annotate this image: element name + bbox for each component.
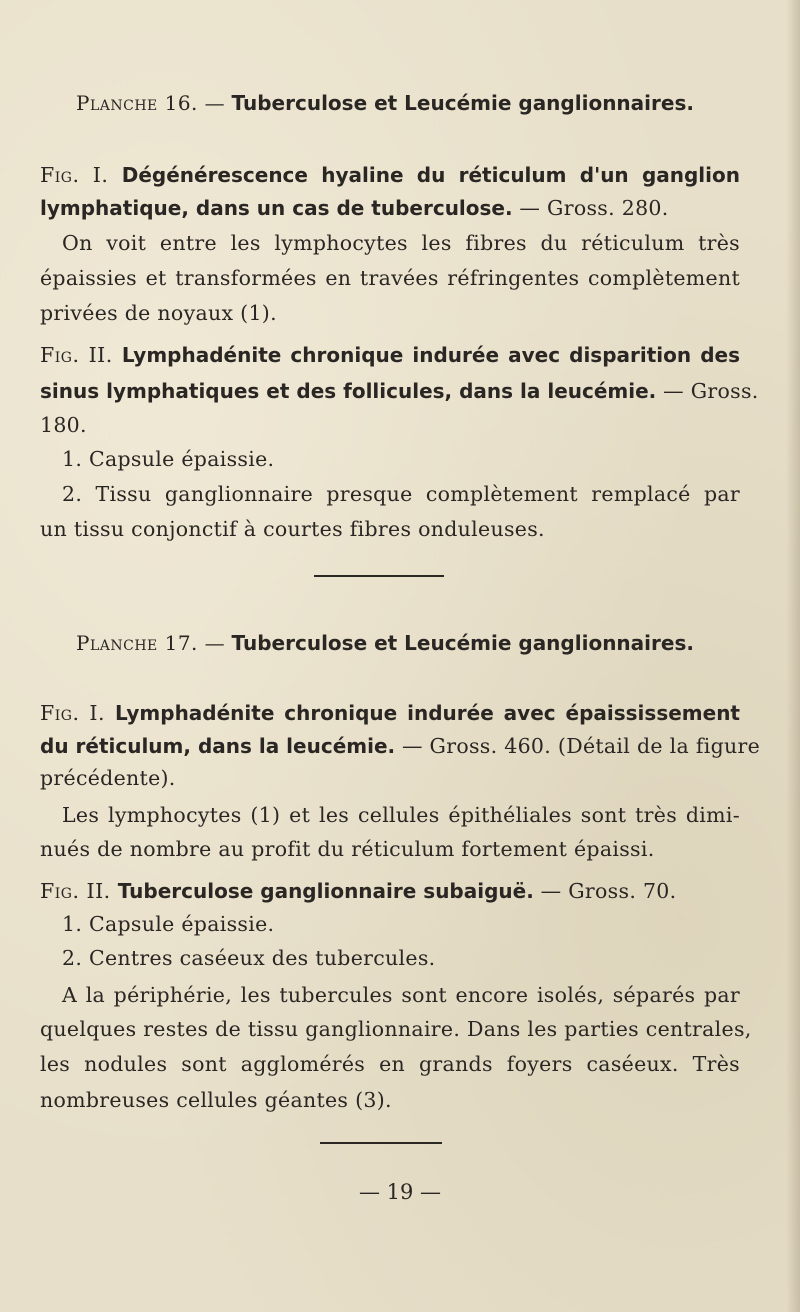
section-divider [314,575,444,577]
p16-fig2-title-line1: Fig. II. Lymphadénite chronique indurée avec disparition des [40,343,740,367]
planche17-dash: — [197,631,232,655]
p16-fig1-text-line1: On voit entre les lymphocytes les fibres du réticulum très [62,231,740,255]
p16-fig2-item2-line2: un tissu conjonctif à courtes fibres onduleuses. [40,517,545,541]
p16-fig1-title-line1: Fig. I. Dégénérescence hyaline du réticulum d'un ganglion [40,163,740,187]
p17-fig1-label: Fig. I. [40,701,115,725]
p16-fig2-item2-line1: 2. Tissu ganglionnaire presque complètement remplacé par [62,482,740,506]
page-number: — 19 — [358,1180,442,1204]
p17-fig1-text-line3: précédente). [40,766,176,790]
p17-fig2-text-line3: les nodules sont agglomérés en grands foyers caséeux. Très [40,1052,740,1076]
p16-fig1-gross: — Gross. 280. [512,196,669,220]
page-edge-shadow [786,0,800,1312]
p16-fig1-text-line3: privées de noyaux (1). [40,301,277,325]
p17-fig1-text-line4: Les lymphocytes (1) et les cellules épithéliales sont très dimi- [62,803,740,827]
p16-fig1-label: Fig. I. [40,163,122,187]
p17-fig2-label: Fig. II. [40,879,118,903]
p17-fig1-title-line1: Fig. I. Lymphadénite chronique indurée avec épaississement [40,701,740,725]
p16-fig2-gross-line3: 180. [40,413,87,437]
p17-fig2-item2: 2. Centres caséeux des tubercules. [62,946,436,970]
planche17-heading [76,628,726,658]
p17-fig2-text-line4: nombreuses cellules géantes (3). [40,1088,392,1112]
p16-fig1-text-line2: épaissies et transformées en travées réfringentes complètement [40,266,740,290]
p16-fig2-label: Fig. II. [40,343,122,367]
p16-fig1-title-line2: lymphatique, dans un cas de tuberculose. — Gross. 280. [40,196,669,220]
planche17-label: Planche 17. [76,631,198,655]
planche16-label: Planche 16. [76,91,198,115]
p17-fig2-text-line1: A la périphérie, les tubercules sont encore isolés, séparés par [62,983,740,1007]
p17-fig2-text-line2: quelques restes de tissu ganglionnaire. Dans les parties centrales, [40,1017,752,1041]
p17-fig2-item1: 1. Capsule épaissie. [62,912,275,936]
bottom-divider [320,1142,442,1144]
p17-fig1-title-line2: du réticulum, dans la leucémie. — Gross. 460. (Détail de la figure [40,734,761,758]
p16-fig2-title-line2: sinus lymphatiques et des follicules, dans la leucémie. — Gross. [40,379,759,403]
planche17-title: Tuberculose et Leucémie ganglionnaires. [231,631,694,655]
p17-fig1-text-line5: nués de nombre au profit du réticulum fortement épaissi. [40,837,655,861]
planche16-heading [76,88,726,118]
p17-fig2-title: Fig. II. Tuberculose ganglionnaire subaiguë. — Gross. 70. [40,879,677,903]
p16-fig2-item1: 1. Capsule épaissie. [62,447,275,471]
planche16-dash: — [197,91,232,115]
planche16-title: Tuberculose et Leucémie ganglionnaires. [231,91,694,115]
